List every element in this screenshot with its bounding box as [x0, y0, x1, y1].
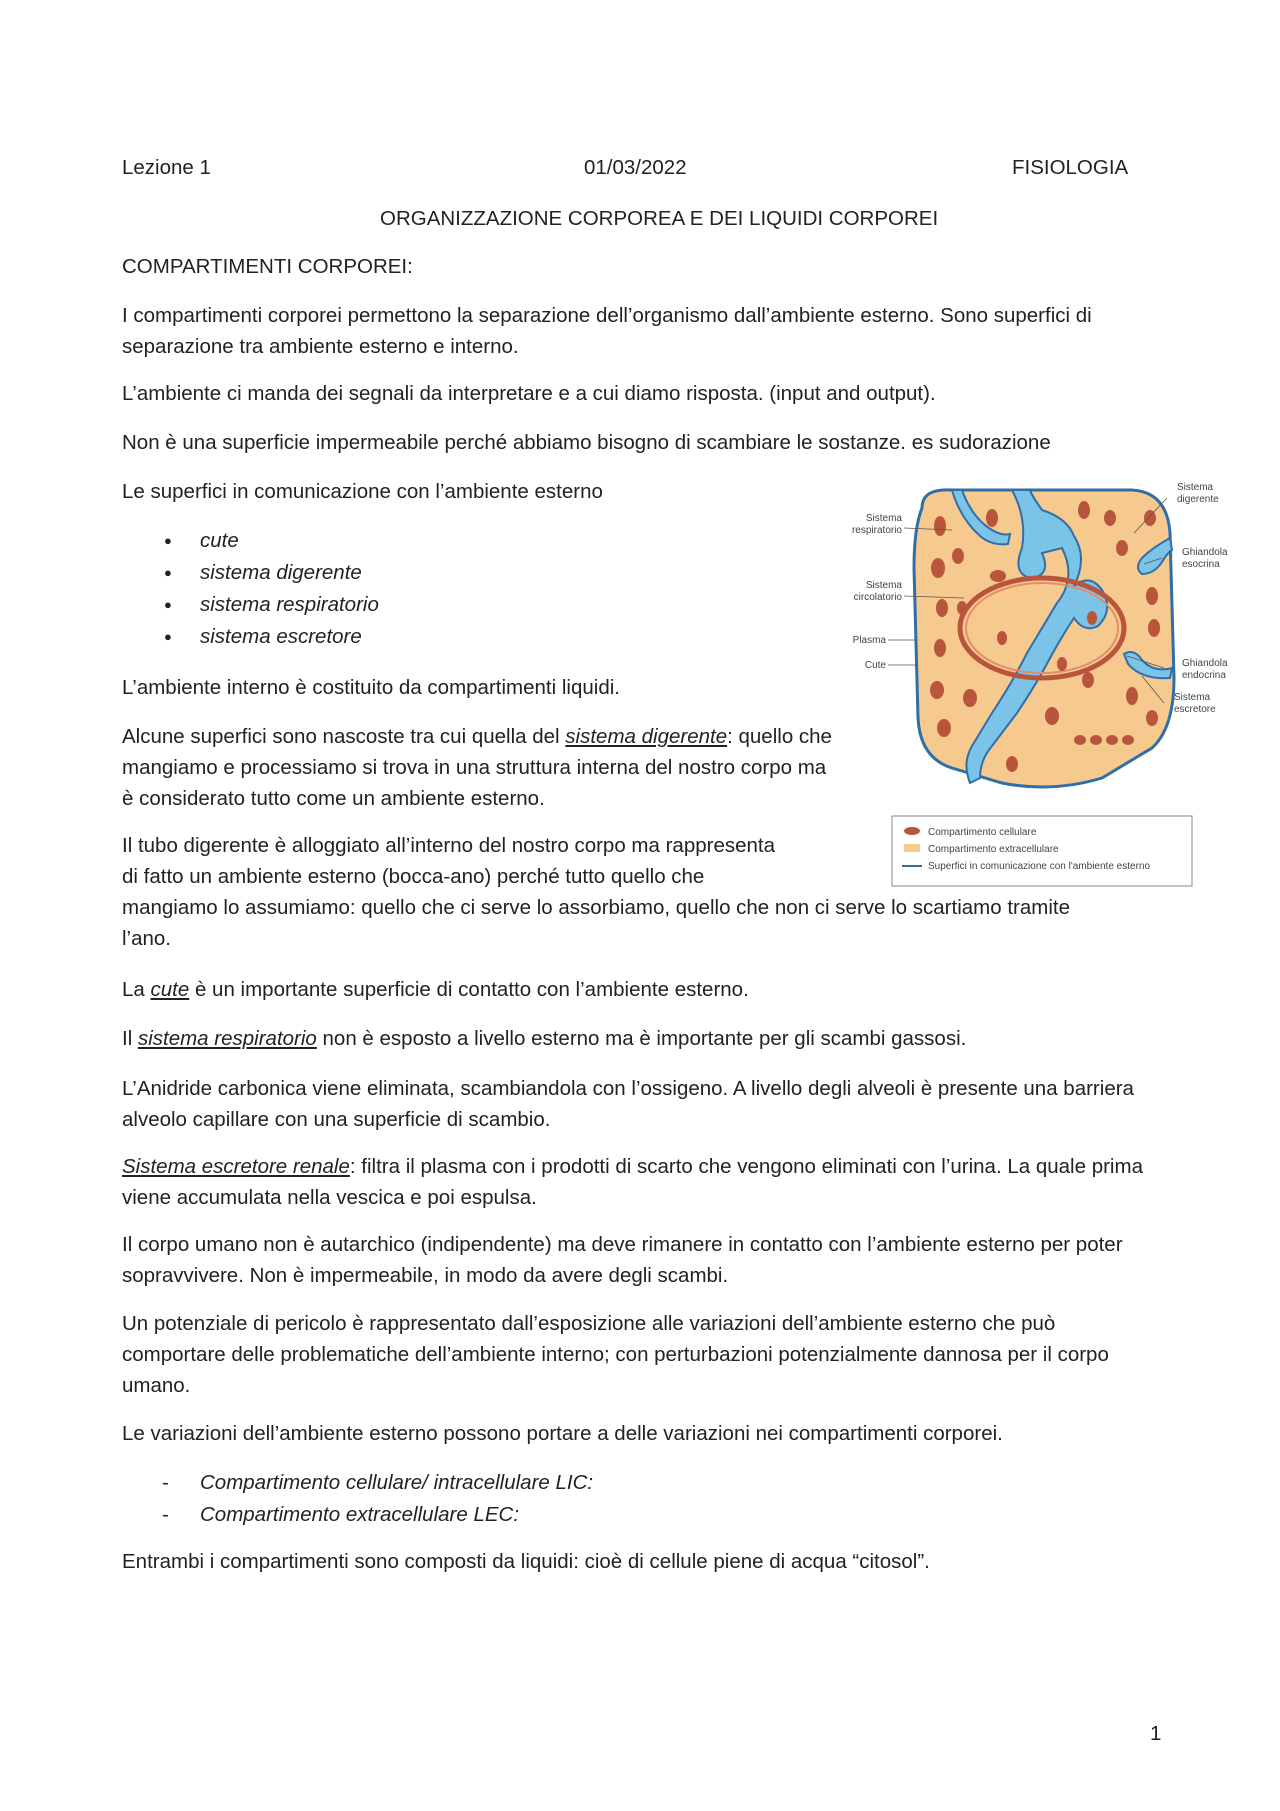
cell [1122, 735, 1134, 745]
legend-surfaces: Superfici in comunicazione con l'ambiente esterno [928, 861, 1151, 872]
cell [990, 570, 1006, 582]
label-endocrina-1: Ghiandola [1182, 658, 1228, 669]
legend-swatch-extracellular [904, 844, 920, 852]
cell [1106, 735, 1118, 745]
cell [957, 601, 967, 615]
label-circolatorio-1: Sistema [865, 580, 902, 591]
legend-cellular: Compartimento cellulare [928, 827, 1037, 838]
paragraph-14: Le variazioni dell’ambiente esterno possono portare a delle variazioni nei compartimenti corporei. [122, 1422, 1003, 1445]
cell [1078, 501, 1090, 519]
list-item: ● cute [160, 525, 379, 557]
label-cute: Cute [864, 660, 886, 671]
cell [1045, 707, 1059, 725]
cell [952, 548, 964, 564]
cell [963, 689, 977, 707]
page-title: ORGANIZZAZIONE CORPOREA E DEI LIQUIDI CORPOREI [380, 207, 939, 230]
cell [936, 599, 948, 617]
label-plasma: Plasma [852, 635, 886, 646]
term-sistema-escretore-renale: Sistema escretore renale [122, 1155, 350, 1178]
cell [986, 509, 998, 527]
legend-swatch-cellular [904, 827, 920, 835]
cell [937, 719, 951, 737]
cell [1144, 510, 1156, 526]
cell [1126, 687, 1138, 705]
paragraph-15: Entrambi i compartimenti sono composti da liquidi: cioè di cellule piene di acqua “citosol”. [122, 1550, 930, 1573]
cell [930, 681, 944, 699]
list-item: - Compartimento cellulare/ intracellulare LIC: [160, 1467, 593, 1499]
term-cute: cute [150, 978, 190, 1001]
cell [1074, 735, 1086, 745]
lesson-date: 01/03/2022 [584, 156, 687, 179]
section-heading: COMPARTIMENTI CORPOREI: [122, 255, 413, 278]
paragraph-10: L’Anidride carbonica viene eliminata, scambiandola con l’ossigeno. A livello degli alveoli è presente una barriera alveolo capillare con una superficie di scambio. [122, 1077, 1134, 1131]
label-respiratorio-1: Sistema [865, 513, 902, 524]
cell [1104, 510, 1116, 526]
label-escretore-2: escretore [1174, 704, 1216, 715]
label-endocrina-2: endocrina [1182, 670, 1226, 681]
cell [1148, 619, 1160, 637]
paragraph-6: Alcune superfici sono nascoste tra cui quella del sistema digerente: quello che mangiamo e processiamo si trova in una struttura interna del nostro corpo ma è considerato tutto come un ambiente esterno. [122, 725, 832, 810]
label-esocrina-2: esocrina [1182, 559, 1220, 570]
cell [1146, 587, 1158, 605]
paragraph-7-line-2: di fatto un ambiente esterno (bocca-ano) perché tutto quello che [122, 865, 705, 888]
cell [1087, 611, 1097, 625]
paragraph-11: Sistema escretore renale: filtra il plasma con i prodotti di scarto che vengono eliminati con l’urina. La quale prima viene accumulata nella vescica e poi espulsa. [122, 1155, 1143, 1209]
paragraph-3: Non è una superficie impermeabile perché abbiamo bisogno di scambiare le sostanze. es sudorazione [122, 431, 1051, 454]
paragraph-7-line-1: Il tubo digerente è alloggiato all’interno del nostro corpo ma rappresenta [122, 834, 775, 857]
paragraph-8: La cute è un importante superficie di contatto con l’ambiente esterno. [122, 978, 749, 1001]
cell [1146, 710, 1158, 726]
surfaces-list [160, 525, 379, 653]
paragraph-7-line-3: mangiamo lo assumiamo: quello che ci serve lo assorbiamo, quello che non ci serve lo scartiamo tramite [122, 896, 1070, 919]
compartments-list [160, 1467, 593, 1531]
subject-label: FISIOLOGIA [1012, 156, 1129, 179]
label-respiratorio-2: respiratorio [851, 525, 902, 536]
paragraph-4: Le superfici in comunicazione con l’ambiente esterno [122, 480, 603, 503]
label-circolatorio-2: circolatorio [853, 592, 902, 603]
cell [1090, 735, 1102, 745]
term-sistema-digerente: sistema digerente [565, 725, 728, 748]
cell [1116, 540, 1128, 556]
list-item: ● sistema digerente [160, 557, 379, 589]
cell [934, 639, 946, 657]
term-sistema-respiratorio: sistema respiratorio [137, 1027, 317, 1050]
paragraph-9: Il sistema respiratorio non è esposto a livello esterno ma è importante per gli scambi gassosi. [122, 1027, 967, 1050]
cell [1057, 657, 1067, 671]
lesson-label: Lezione 1 [122, 156, 211, 179]
cell [934, 516, 946, 536]
paragraph-5: L’ambiente interno è costituito da compartimenti liquidi. [122, 676, 620, 699]
cell [997, 631, 1007, 645]
legend-extracellular: Compartimento extracellulare [928, 844, 1059, 855]
body-compartments-diagram [851, 478, 1228, 898]
paragraph-12: Il corpo umano non è autarchico (indipendente) ma deve rimanere in contatto con l’ambiente esterno per poter sopravvivere. Non è impermeabile, in modo da avere degli scambi. [122, 1233, 1123, 1287]
label-escretore-1: Sistema [1174, 692, 1211, 703]
label-digerente-2: digerente [1177, 494, 1219, 505]
cell [1006, 756, 1018, 772]
list-item: ● sistema escretore [160, 621, 379, 653]
paragraph-2: L’ambiente ci manda dei segnali da interpretare e a cui diamo risposta. (input and output). [122, 382, 936, 405]
cell [931, 558, 945, 578]
cell [1082, 672, 1094, 688]
label-digerente-1: Sistema [1177, 482, 1214, 493]
paragraph-1: I compartimenti corporei permettono la separazione dell’organismo dall’ambiente esterno. Sono superfici di separazione tra ambiente esterno e interno. [122, 304, 1092, 358]
list-item: - Compartimento extracellulare LEC: [160, 1499, 593, 1531]
list-item: ● sistema respiratorio [160, 589, 379, 621]
paragraph-7-line-4: l’ano. [122, 927, 172, 950]
paragraph-13: Un potenziale di pericolo è rappresentato dall’esposizione alle variazioni dell’ambiente esterno che può comportare delle problematiche dell’ambiente interno; con perturbazioni potenzialmente dannosa per il corpo umano. [122, 1312, 1109, 1397]
label-esocrina-1: Ghiandola [1182, 547, 1228, 558]
page-number: 1 [1150, 1722, 1162, 1745]
